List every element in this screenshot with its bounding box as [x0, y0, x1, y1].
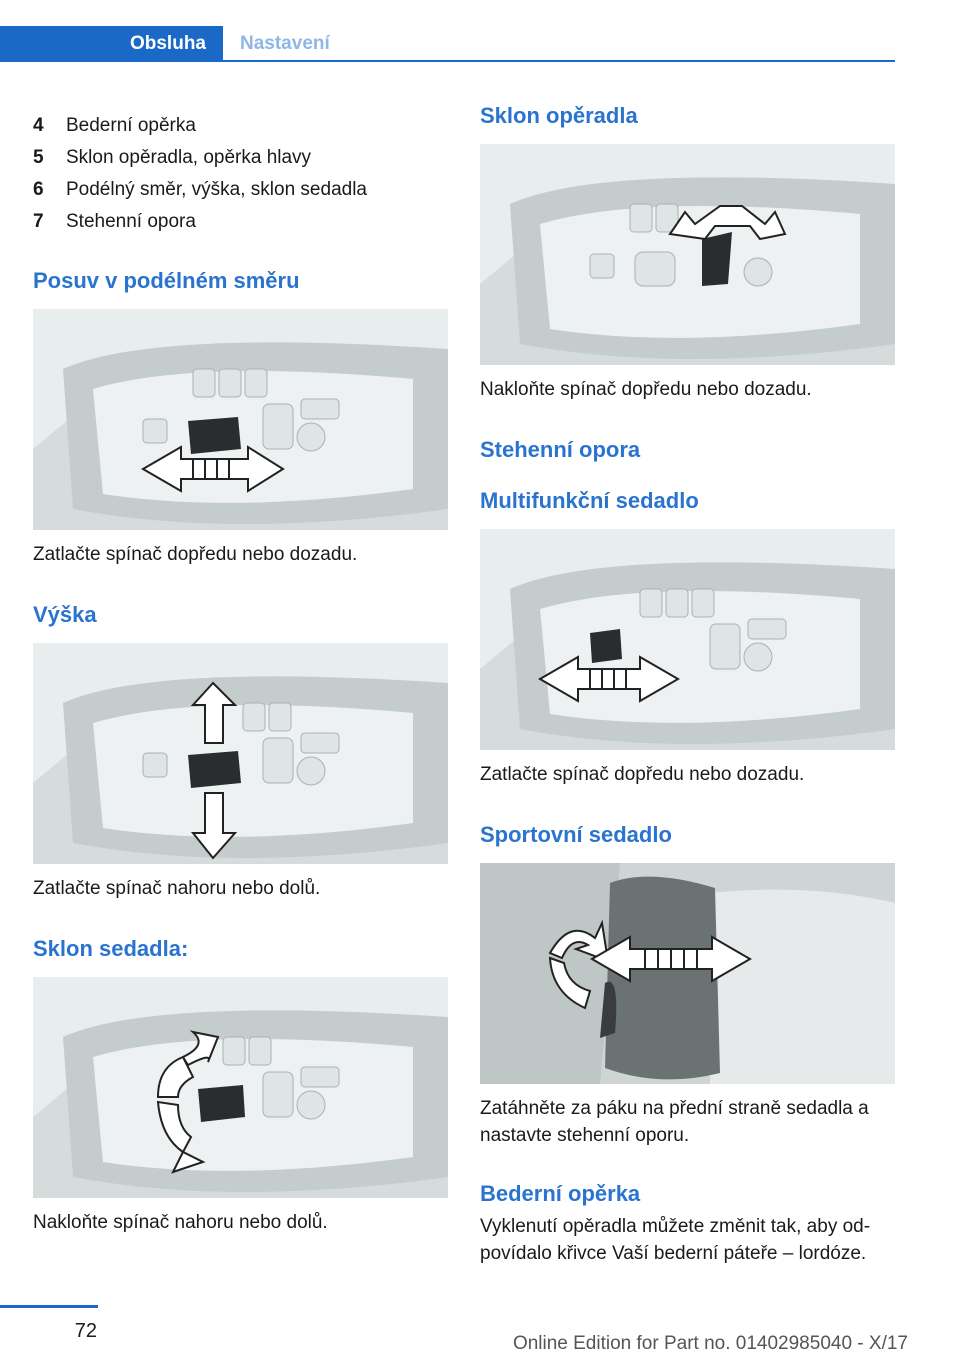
- caption-thigh-multifunction: Zatlačte spínač dopředu nebo dozadu.: [480, 764, 805, 785]
- tab-obsluha[interactable]: Obsluha: [0, 26, 223, 62]
- footer-rule: [0, 1305, 98, 1308]
- list-number: 5: [33, 147, 44, 168]
- heading-seat-tilt: Sklon sedadla:: [33, 936, 189, 961]
- page-number: 72: [74, 1320, 97, 1342]
- subheading-multifunction-seat: Multifunkční sedadlo: [480, 488, 699, 513]
- list-item: [33, 110, 448, 142]
- figure-seat-tilt: [33, 977, 448, 1198]
- figure-thigh-multifunction: [480, 529, 895, 750]
- caption-sport-seat: [480, 1095, 869, 1149]
- text-lumbar-line2: povídalo křivce Vaší bederní páteře – lordóze.: [480, 1243, 867, 1264]
- list-text: Bederní opěrka: [66, 115, 196, 136]
- caption-height: Zatlačte spínač nahoru nebo dolů.: [33, 878, 321, 899]
- caption-backrest-tilt: Nakloňte spínač dopředu nebo dozadu.: [480, 379, 812, 400]
- heading-height: Výška: [33, 602, 97, 627]
- text-lumbar-line1: Vyklenutí opěradla můžete změnit tak, aby od-: [480, 1216, 871, 1237]
- seat-switch-height-illustration: [33, 643, 448, 864]
- heading-thigh-support: Stehenní opora: [480, 437, 641, 462]
- header-tabs: [0, 26, 895, 62]
- list-text: Podélný směr, výška, sklon sedadla: [66, 179, 367, 200]
- seat-switch-tilt-illustration: [33, 977, 448, 1198]
- figure-sport-seat: [480, 863, 895, 1084]
- heading-backrest-tilt: Sklon opěradla: [480, 103, 638, 128]
- list-number: 7: [33, 211, 44, 232]
- list-text: Stehenní opora: [66, 211, 196, 232]
- figure-seat-longitudinal: [33, 309, 448, 530]
- list-number: 6: [33, 179, 44, 200]
- sport-seat-thigh-illustration: [480, 863, 895, 1084]
- seat-switch-backrest-illustration: [480, 144, 895, 365]
- list-item: [33, 174, 448, 206]
- list-item: [33, 142, 448, 174]
- caption-sport-seat-line2: nastavte stehenní oporu.: [480, 1125, 690, 1146]
- caption-seat-tilt: Nakloňte spínač nahoru nebo dolů.: [33, 1212, 328, 1233]
- tab-nastaveni[interactable]: Nastavení: [240, 33, 330, 54]
- footer-edition-note: Online Edition for Part no. 01402985040 - X/17: [512, 1333, 908, 1354]
- figure-backrest-tilt: [480, 144, 895, 365]
- list-number: 4: [33, 115, 44, 136]
- heading-sport-seat: Sportovní sedadlo: [480, 822, 672, 847]
- text-lumbar-support: [480, 1213, 870, 1267]
- seat-switch-longitudinal-illustration: [33, 309, 448, 530]
- heading-longitudinal: Posuv v podélném směru: [33, 268, 300, 293]
- heading-lumbar-support: Bederní opěrka: [480, 1181, 641, 1206]
- seat-switch-thigh-illustration: [480, 529, 895, 750]
- list-item: [33, 206, 448, 238]
- legend-list: [33, 110, 448, 238]
- list-text: Sklon opěradla, opěrka hlavy: [66, 147, 312, 168]
- caption-sport-seat-line1: Zatáhněte za páku na přední straně sedadla a: [480, 1098, 869, 1119]
- caption-longitudinal: Zatlačte spínač dopředu nebo dozadu.: [33, 544, 358, 565]
- figure-seat-height: [33, 643, 448, 864]
